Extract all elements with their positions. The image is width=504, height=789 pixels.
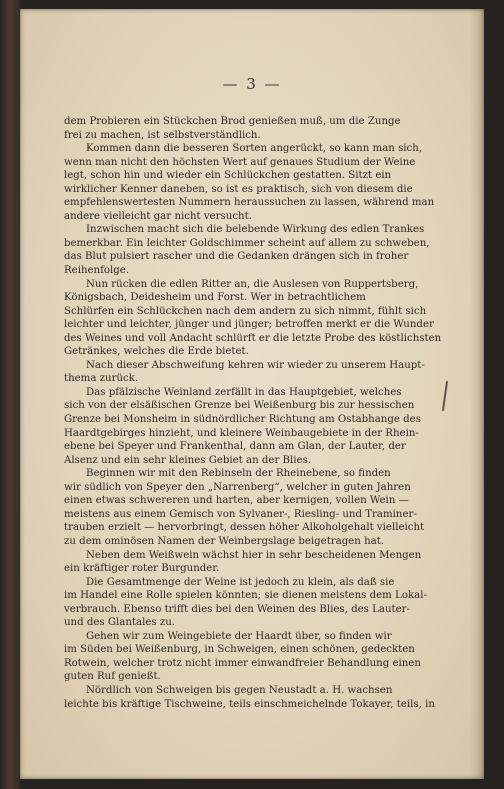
text-line: wenn man nicht den höchsten Wert auf genaues Studium der Weine [64, 156, 416, 168]
text-line: Die Gesamtmenge der Weine ist jedoch zu klein, als daß sie [86, 576, 395, 588]
text-line: wir südlich von Speyer den „Narrenberg“, welcher in guten Jahren [64, 481, 411, 493]
text-line: frei zu machen, ist selbstverständlich. [64, 129, 261, 141]
text-line: thema zurück. [64, 373, 139, 385]
text-line: Reihenfolge. [64, 265, 130, 277]
text-line: Getränkes, welches die Erde bietet. [64, 346, 249, 358]
text-line: Nördlich von Schweigen bis gegen Neustadt a. H. wachsen [86, 684, 393, 696]
text-line: Schlürfen ein Schlückchen nach dem andern zu sich nimmt, fühlt sich [64, 305, 427, 317]
text-line: ebene bei Speyer und Frankenthal, dann am Glan, der Lauter, der [64, 441, 406, 453]
text-line: Gehen wir zum Weingebiete der Haardt über, so finden wir [86, 630, 392, 642]
text-line: meistens aus einem Gemisch von Sylvaner-, Riesling- und Traminer- [64, 508, 417, 520]
text-line: Haardtgebirges hinzieht, und kleinere Weinbaugebiete in der Rhein- [64, 427, 419, 439]
text-line: sich von der elsäßischen Grenze bei Weißenburg bis zur hessischen [64, 400, 415, 412]
page-body-text [64, 115, 478, 711]
text-line: verbrauch. Ebenso trifft dies bei den Weinen des Blies, des Lauter- [64, 603, 410, 615]
text-line: wirklicher Kenner daneben, so ist es praktisch, sich von diesem die [64, 183, 413, 195]
text-line: Grenze bei Monsheim in südnördlicher Richtung am Ostabhange des [64, 414, 421, 426]
book-page [20, 9, 484, 779]
text-line: bemerkbar. Ein leichter Goldschimmer scheint auf allem zu schweben, [64, 237, 430, 249]
text-line: guten Ruf genießt. [64, 671, 161, 683]
text-line: einen etwas schwereren und harten, aber kernigen, vollen Wein — [64, 495, 409, 507]
text-line: Rotwein, welcher trotz nicht immer einwandfreier Behandlung einen [64, 657, 421, 669]
text-line: dem Probieren ein Stückchen Brod genießen muß, um die Zunge [64, 116, 401, 127]
text-line: Beginnen wir mit den Rebinseln der Rheinebene, so finden [86, 468, 391, 480]
text-line: trauben erzielt — hervorbringt, dessen höher Alkoholgehalt vielleicht [64, 522, 425, 534]
text-line: im Süden bei Weißenburg, in Schweigen, einen schönen, gedeckten [64, 644, 415, 656]
text-line: leichter und leichter, jünger und jünger; betroffen merkt er die Wunder [64, 319, 434, 331]
text-line: Nun rücken die edlen Ritter an, die Auslesen von Ruppertsberg, [86, 278, 419, 290]
text-line: das Blut pulsiert rascher und die Gedanken drängen sich in froher [64, 251, 409, 263]
text-line: andere vielleicht gar nicht versucht. [64, 210, 252, 222]
text-line: des Weines und voll Andacht schlürft er die letzte Probe des köstlichsten [64, 332, 442, 344]
text-line: leichte bis kräftige Tischweine, teils einschmeichelnde Tokayer, teils, in [64, 698, 435, 710]
text-line: Kommen dann die besseren Sorten angerückt, so kann man sich, [86, 143, 423, 155]
text-line: Alsenz und ein sehr kleines Gebiet an der Blies. [64, 454, 312, 466]
text-line: Das pfälzische Weinland zerfällt in das Hauptgebiet, welches [86, 386, 402, 398]
text-line: Nach dieser Abschweifung kehren wir wieder zu unserem Haupt- [86, 359, 425, 371]
text-line: Königsbach, Deidesheim und Forst. Wer in betrachtlichem [64, 292, 366, 304]
text-line: im Handel eine Rolle spielen könnten; sie dienen meistens dem Lokal- [64, 590, 427, 602]
page-number: — 3 — [222, 75, 282, 93]
text-line: zu dem ominösen Namen der Weinbergslage beigetragen hat. [64, 535, 385, 547]
text-line: Inzwischen macht sich die belebende Wirkung des edlen Trankes [86, 224, 425, 236]
text-line: legt, schon hin und wieder ein Schlückchen gestatten. Sitzt ein [64, 170, 392, 182]
text-line: empfehlenswertesten Nummern heraussuchen zu lassen, während man [64, 197, 435, 209]
text-line: und des Glantales zu. [64, 617, 176, 629]
text-line: Neben dem Weißwein wächst hier in sehr bescheidenen Mengen [86, 549, 422, 561]
text-line: ein kräftiger roter Burgunder. [64, 563, 220, 575]
